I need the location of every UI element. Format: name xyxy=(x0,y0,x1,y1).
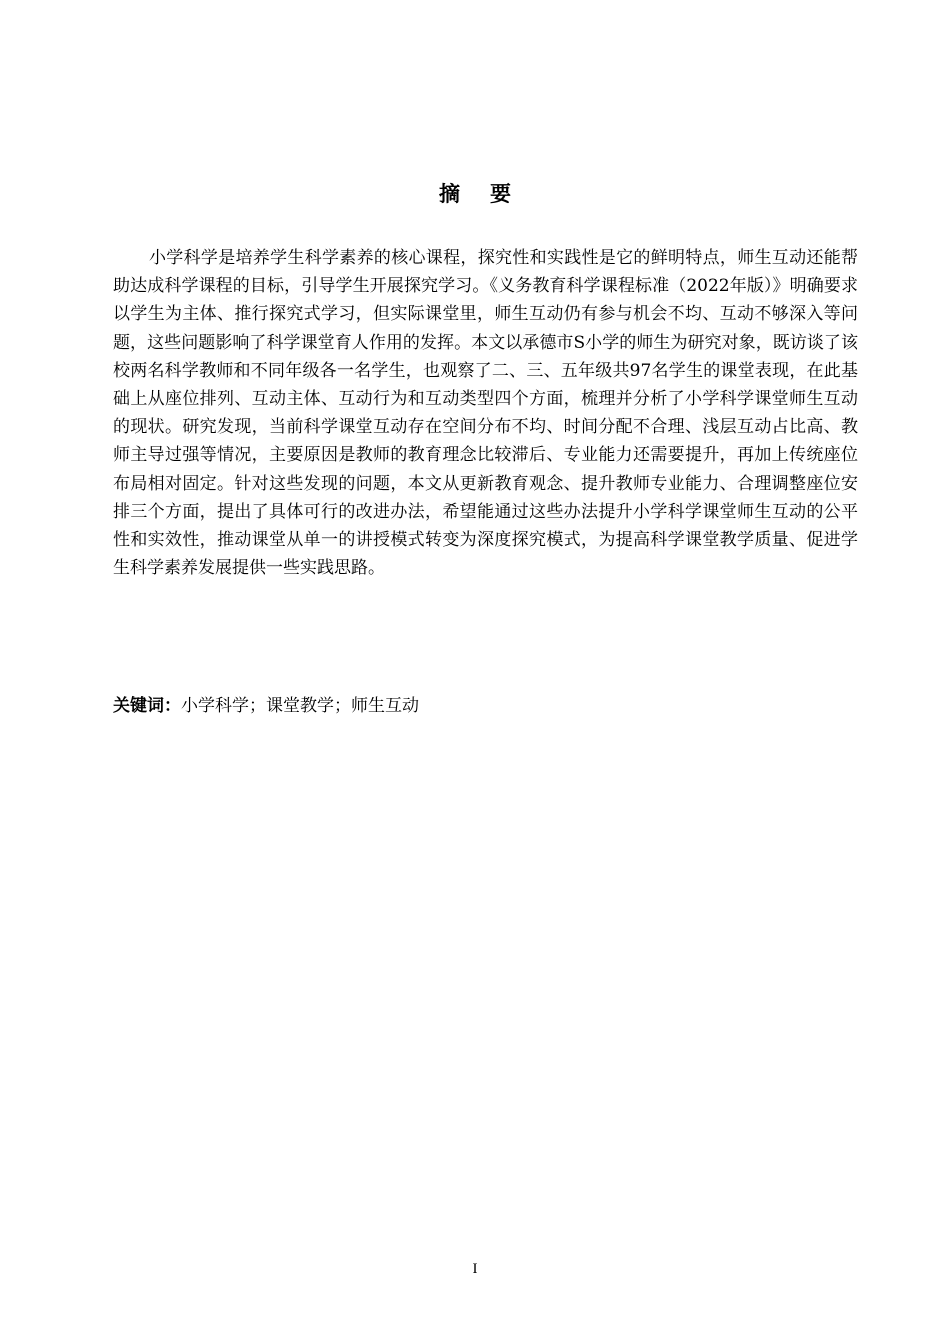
keywords-label: 关键词： xyxy=(113,696,181,716)
keywords-value: 小学科学；课堂教学；师生互动 xyxy=(181,696,419,716)
abstract-title: 摘要 xyxy=(439,182,541,206)
abstract-body: 小学科学是培养学生科学素养的核心课程，探究性和实践性是它的鲜明特点，师生互动还能帮助达成科学课程的目标，引导学生开展探究学习。《义务教育科学课程标准（2022年版）》明确要求以学生为主体、推行探究式学习，但实际课堂里，师生互动仍有参与机会不均、互动不够深入等问题，这些问题影响了科学课堂育人作用的发挥。本文以承德市S小学的师生为研究对象，既访谈了该校两名科学教师和不同年级各一名学生，也观察了二、三、五年级共97名学生的课堂表现，在此基础上从座位排列、互动主体、互动行为和互动类型四个方面，梳理并分析了小学科学课堂师生互动的现状。研究发现，当前科学课堂互动存在空间分布不均、时间分配不合理、浅层互动占比高、教师主导过强等情况，主要原因是教师的教育理念比较滞后、专业能力还需要提升，再加上传统座位布局相对固定。针对这些发现的问题，本文从更新教育观念、提升教师专业能力、合理调整座位安排三个方面，提出了具体可行的改进办法，希望能通过这些办法提升小学科学课堂师生互动的公平性和实效性，推动课堂从单一的讲授模式转变为深度探究模式，为提高科学课堂教学质量、促进学生科学素养发展提供一些实践思路。 xyxy=(113,248,858,579)
keywords-line xyxy=(113,692,858,720)
page-number: I xyxy=(472,1261,478,1277)
